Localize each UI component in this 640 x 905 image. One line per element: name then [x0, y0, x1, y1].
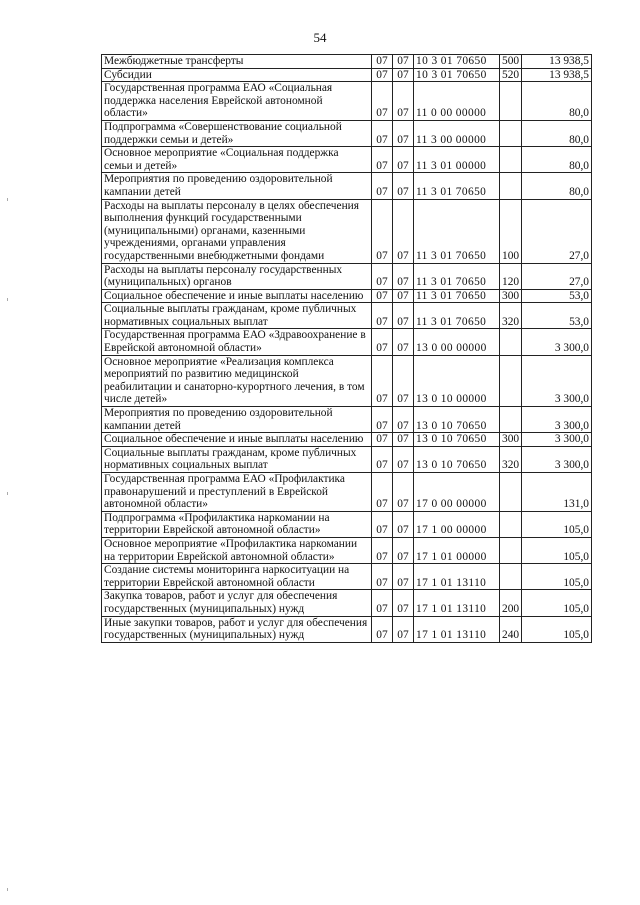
budget-table-body: [102, 55, 592, 643]
row-expense-type: 100: [500, 199, 522, 263]
row-amount: 131,0: [522, 473, 592, 512]
row-subsection: 07: [393, 120, 414, 146]
row-expense-type: [500, 329, 522, 355]
row-expense-type: [500, 473, 522, 512]
row-amount: 13 938,5: [522, 55, 592, 69]
row-section: 07: [372, 289, 393, 303]
row-expense-type: [500, 407, 522, 433]
row-name: Социальное обеспечение и иные выплаты населению: [102, 433, 372, 447]
row-target-article: 10 3 01 70650: [414, 68, 500, 82]
row-section: 07: [372, 407, 393, 433]
row-subsection: 07: [393, 147, 414, 173]
row-target-article: 13 0 10 00000: [414, 355, 500, 406]
row-expense-type: [500, 564, 522, 590]
row-target-article: 13 0 10 70650: [414, 407, 500, 433]
row-expense-type: 240: [500, 616, 522, 642]
row-expense-type: 320: [500, 446, 522, 472]
row-name: Государственная программа ЕАО «Здравоохранение в Еврейской автономной области»: [102, 329, 372, 355]
row-subsection: 07: [393, 537, 414, 563]
table-row: [102, 55, 592, 69]
scan-mark-4: [7, 888, 8, 891]
row-name: Основное мероприятие «Реализация комплекса мероприятий по развитию медицинской реабилитации и санаторно-курортного лечения, в том числе детей»: [102, 355, 372, 406]
row-section: 07: [372, 173, 393, 199]
table-row: [102, 564, 592, 590]
row-target-article: 11 3 01 70650: [414, 289, 500, 303]
table-row: [102, 120, 592, 146]
row-target-article: 17 1 01 13110: [414, 616, 500, 642]
table-row: [102, 446, 592, 472]
row-section: 07: [372, 147, 393, 173]
row-expense-type: [500, 537, 522, 563]
row-amount: 3 300,0: [522, 407, 592, 433]
table-row: [102, 407, 592, 433]
scan-mark-3: [7, 492, 8, 495]
row-section: 07: [372, 590, 393, 616]
row-target-article: 11 3 00 00000: [414, 120, 500, 146]
row-expense-type: 520: [500, 68, 522, 82]
row-expense-type: [500, 147, 522, 173]
row-amount: 105,0: [522, 616, 592, 642]
row-name: Социальные выплаты гражданам, кроме публичных нормативных социальных выплат: [102, 303, 372, 329]
row-amount: 80,0: [522, 173, 592, 199]
row-subsection: 07: [393, 329, 414, 355]
row-subsection: 07: [393, 355, 414, 406]
row-section: 07: [372, 511, 393, 537]
row-amount: 3 300,0: [522, 446, 592, 472]
row-amount: 105,0: [522, 537, 592, 563]
row-amount: 3 300,0: [522, 355, 592, 406]
row-section: 07: [372, 616, 393, 642]
row-section: 07: [372, 55, 393, 69]
table-row: [102, 473, 592, 512]
row-target-article: 13 0 00 00000: [414, 329, 500, 355]
table-row: [102, 199, 592, 263]
row-subsection: 07: [393, 173, 414, 199]
row-expense-type: [500, 511, 522, 537]
row-expense-type: [500, 173, 522, 199]
row-section: 07: [372, 329, 393, 355]
row-subsection: 07: [393, 82, 414, 121]
row-amount: 80,0: [522, 120, 592, 146]
row-expense-type: 320: [500, 303, 522, 329]
row-expense-type: 500: [500, 55, 522, 69]
row-expense-type: [500, 120, 522, 146]
row-name: Расходы на выплаты персоналу государственных (муниципальных) органов: [102, 263, 372, 289]
row-subsection: 07: [393, 446, 414, 472]
row-section: 07: [372, 120, 393, 146]
row-amount: 3 300,0: [522, 433, 592, 447]
row-section: 07: [372, 263, 393, 289]
table-row: [102, 147, 592, 173]
row-subsection: 07: [393, 407, 414, 433]
table-row: [102, 511, 592, 537]
table-row: [102, 355, 592, 406]
row-name: Социальное обеспечение и иные выплаты населению: [102, 289, 372, 303]
row-name: Государственная программа ЕАО «Социальная поддержка населения Еврейской автономной области»: [102, 82, 372, 121]
row-name: Мероприятия по проведению оздоровительной кампании детей: [102, 173, 372, 199]
row-subsection: 07: [393, 55, 414, 69]
row-name: Основное мероприятие «Профилактика наркомании на территории Еврейской автономной области»: [102, 537, 372, 563]
row-subsection: 07: [393, 590, 414, 616]
row-name: Мероприятия по проведению оздоровительной кампании детей: [102, 407, 372, 433]
table-row: [102, 303, 592, 329]
row-subsection: 07: [393, 511, 414, 537]
row-amount: 13 938,5: [522, 68, 592, 82]
row-subsection: 07: [393, 473, 414, 512]
row-target-article: 11 3 01 70650: [414, 263, 500, 289]
row-amount: 53,0: [522, 289, 592, 303]
row-expense-type: 120: [500, 263, 522, 289]
table-row: [102, 82, 592, 121]
row-amount: 105,0: [522, 564, 592, 590]
table-row: [102, 289, 592, 303]
row-section: 07: [372, 446, 393, 472]
table-row: [102, 433, 592, 447]
row-name: Закупка товаров, работ и услуг для обеспечения государственных (муниципальных) нужд: [102, 590, 372, 616]
row-target-article: 11 3 01 70650: [414, 199, 500, 263]
row-amount: 27,0: [522, 263, 592, 289]
row-target-article: 17 1 01 00000: [414, 537, 500, 563]
row-amount: 80,0: [522, 147, 592, 173]
row-section: 07: [372, 199, 393, 263]
row-expense-type: 300: [500, 433, 522, 447]
row-expense-type: 200: [500, 590, 522, 616]
row-amount: 53,0: [522, 303, 592, 329]
row-subsection: 07: [393, 68, 414, 82]
table-row: [102, 68, 592, 82]
row-subsection: 07: [393, 263, 414, 289]
row-name: Подпрограмма «Профилактика наркомании на территории Еврейской автономной области»: [102, 511, 372, 537]
row-name: Расходы на выплаты персоналу в целях обеспечения выполнения функций государственными (муниципальными) органами, казенными учреждениями, органами управления государственными внебюджетными фондами: [102, 199, 372, 263]
row-expense-type: [500, 82, 522, 121]
row-section: 07: [372, 68, 393, 82]
budget-table: [101, 54, 592, 643]
row-name: Создание системы мониторинга наркоситуации на территории Еврейской автономной области: [102, 564, 372, 590]
row-name: Основное мероприятие «Социальная поддержка семьи и детей»: [102, 147, 372, 173]
row-target-article: 17 1 01 13110: [414, 564, 500, 590]
row-section: 07: [372, 303, 393, 329]
row-amount: 80,0: [522, 82, 592, 121]
row-subsection: 07: [393, 433, 414, 447]
row-target-article: 11 3 01 00000: [414, 147, 500, 173]
table-row: [102, 616, 592, 642]
row-section: 07: [372, 82, 393, 121]
table-row: [102, 590, 592, 616]
table-row: [102, 173, 592, 199]
row-name: Межбюджетные трансферты: [102, 55, 372, 69]
row-target-article: 10 3 01 70650: [414, 55, 500, 69]
row-target-article: 13 0 10 70650: [414, 446, 500, 472]
row-target-article: 17 1 00 00000: [414, 511, 500, 537]
row-amount: 27,0: [522, 199, 592, 263]
row-section: 07: [372, 564, 393, 590]
row-section: 07: [372, 433, 393, 447]
row-amount: 3 300,0: [522, 329, 592, 355]
table-row: [102, 263, 592, 289]
row-target-article: 11 3 01 70650: [414, 303, 500, 329]
row-name: Подпрограмма «Совершенствование социальной поддержки семьи и детей»: [102, 120, 372, 146]
row-subsection: 07: [393, 564, 414, 590]
row-subsection: 07: [393, 303, 414, 329]
row-section: 07: [372, 473, 393, 512]
row-amount: 105,0: [522, 511, 592, 537]
row-name: Субсидии: [102, 68, 372, 82]
row-expense-type: 300: [500, 289, 522, 303]
row-name: Иные закупки товаров, работ и услуг для обеспечения государственных (муниципальных) нужд: [102, 616, 372, 642]
row-expense-type: [500, 355, 522, 406]
scan-mark-1: [7, 198, 8, 201]
row-target-article: 17 0 00 00000: [414, 473, 500, 512]
row-name: Государственная программа ЕАО «Профилактика правонарушений и преступлений в Еврейской автономной области»: [102, 473, 372, 512]
row-amount: 105,0: [522, 590, 592, 616]
row-target-article: 17 1 01 13110: [414, 590, 500, 616]
page-number: 54: [313, 30, 327, 45]
row-target-article: 11 3 01 70650: [414, 173, 500, 199]
table-row: [102, 329, 592, 355]
row-section: 07: [372, 537, 393, 563]
row-target-article: 13 0 10 70650: [414, 433, 500, 447]
row-name: Социальные выплаты гражданам, кроме публичных нормативных социальных выплат: [102, 446, 372, 472]
table-row: [102, 537, 592, 563]
row-section: 07: [372, 355, 393, 406]
row-subsection: 07: [393, 289, 414, 303]
row-target-article: 11 0 00 00000: [414, 82, 500, 121]
row-subsection: 07: [393, 616, 414, 642]
scan-mark-2: [7, 298, 8, 301]
row-subsection: 07: [393, 199, 414, 263]
